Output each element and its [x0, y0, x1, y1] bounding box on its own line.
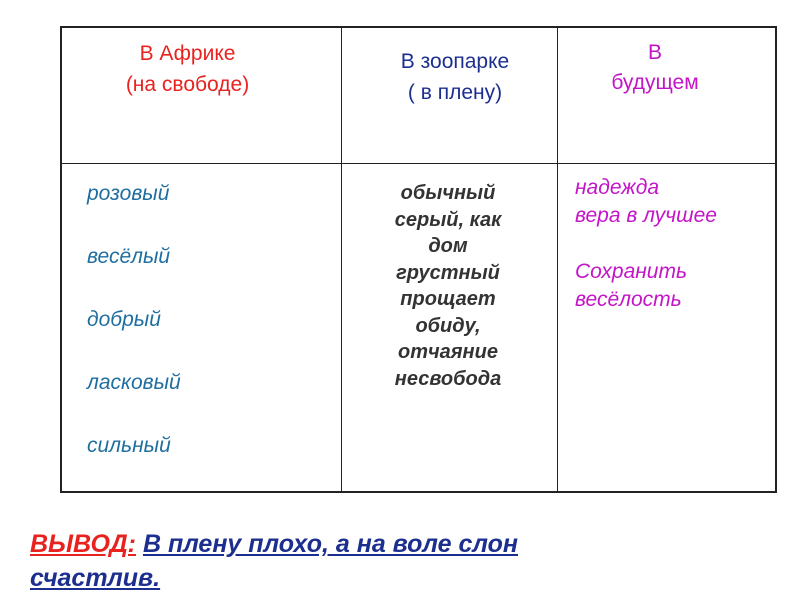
header-future-line2: будущем: [611, 71, 699, 94]
header-africa-line2: (на свободе): [125, 73, 250, 96]
list-item: обычный: [400, 182, 496, 204]
list-item: серый, как: [394, 208, 502, 231]
header-future: [560, 38, 750, 98]
header-africa-line1: В Африке: [139, 42, 236, 65]
list-item: грустный: [396, 261, 500, 284]
list-item: отчаяние: [398, 341, 498, 363]
conclusion-label: ВЫВОД:: [30, 530, 136, 558]
future-text: [575, 174, 717, 314]
spacer: [575, 230, 717, 258]
header-future-line1: В: [647, 41, 662, 64]
list-item: сильный: [87, 434, 171, 457]
header-zoo-line1: В зоопарке: [400, 50, 510, 73]
list-item: несвобода: [394, 367, 502, 390]
future-line: Сохранить: [575, 260, 688, 283]
row-divider: [62, 163, 775, 164]
zoo-word-list: [343, 180, 553, 392]
list-item: прощает: [400, 288, 496, 310]
future-line: весёлость: [575, 288, 682, 311]
list-item: весёлый: [87, 245, 171, 268]
list-item: дом: [428, 235, 468, 257]
header-africa: [80, 38, 295, 100]
conclusion-text-line1: В плену плохо, а на воле слон: [142, 530, 518, 558]
list-item: обиду,: [415, 314, 481, 337]
africa-word-list: [87, 180, 181, 495]
conclusion: [30, 527, 690, 595]
future-line: надежда: [575, 176, 660, 199]
list-item: розовый: [87, 182, 170, 205]
future-line: вера в лучшее: [575, 204, 717, 227]
conclusion-text-line2: счастлив.: [30, 564, 161, 592]
list-item: добрый: [87, 308, 161, 331]
list-item: ласковый: [87, 371, 181, 394]
header-zoo-line2: ( в плену): [407, 81, 503, 104]
header-zoo: [340, 46, 570, 108]
